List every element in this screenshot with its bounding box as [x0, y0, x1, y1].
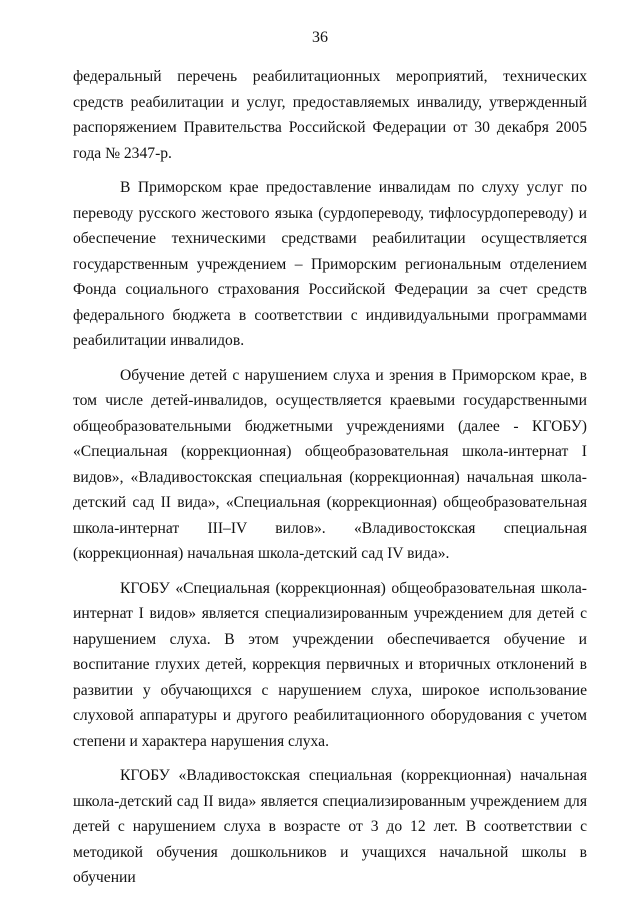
paragraph-education-institutions: Обучение детей с нарушением слуха и зрения в Приморском крае, в том числе детей-инвалидов, осуществляется краевыми государственными общеобразовательными бюджетными учреждениями (далее - КГОБУ) «Специальная (коррекционная) общеобразовательная школа-интернат I видов», «Владивостокская специальная (коррекционная) начальная школа-детский сад II вида», «Специальная (коррекционная) общеобразовательная школа-интернат III–IV вилов». «Владивостокская специальная (коррекционная) начальная школа-детский сад IV вида».: [73, 366, 587, 562]
paragraph-boarding-school: КГОБУ «Специальная (коррекционная) общеобразовательная школа-интернат I видов» является специализированным учреждением для детей с нарушением слуха. В этом учреждении обеспечивается обучение и воспитание глухих детей, коррекция первичных и вторичных отклонений в развитии у обучающихся с нарушением слуха, широкое использование слуховой аппаратуры и другого реабилитационного оборудования с учетом степени и характера нарушения слуха.: [73, 579, 587, 750]
paragraph-sign-language-services: В Приморском крае предоставление инвалидам по слуху услуг по переводу русского жестового языка (сурдопереводу, тифлосурдопереводу) и обеспечение техническими средствами реабилитации осуществляется государственным учреждением – Приморским региональным отделением Фонда социального страхования Российской Федерации за счет средств федерального бюджета в соответствии с индивидуальными программами реабилитации инвалидов.: [73, 179, 587, 349]
paragraph-primary-school-kindergarten: КГОБУ «Владивостокская специальная (коррекционная) начальная школа-детский сад II вида» является специализированным учреждением для детей с нарушением слуха в возрасте от 3 до 12 лет. В соответствии с методикой обучения дошкольников и учащихся начальной школы в обучении: [73, 767, 587, 886]
page-number: 36: [312, 29, 328, 46]
body-text: [73, 64, 587, 891]
paragraph-rehabilitation-list: федеральный перечень реабилитационных мероприятий, технических средств реабилитации и услуг, предоставляемых инвалиду, утвержденный распоряжением Правительства Российской Федерации от 30 декабря 2005 года № 2347-р.: [73, 68, 587, 162]
